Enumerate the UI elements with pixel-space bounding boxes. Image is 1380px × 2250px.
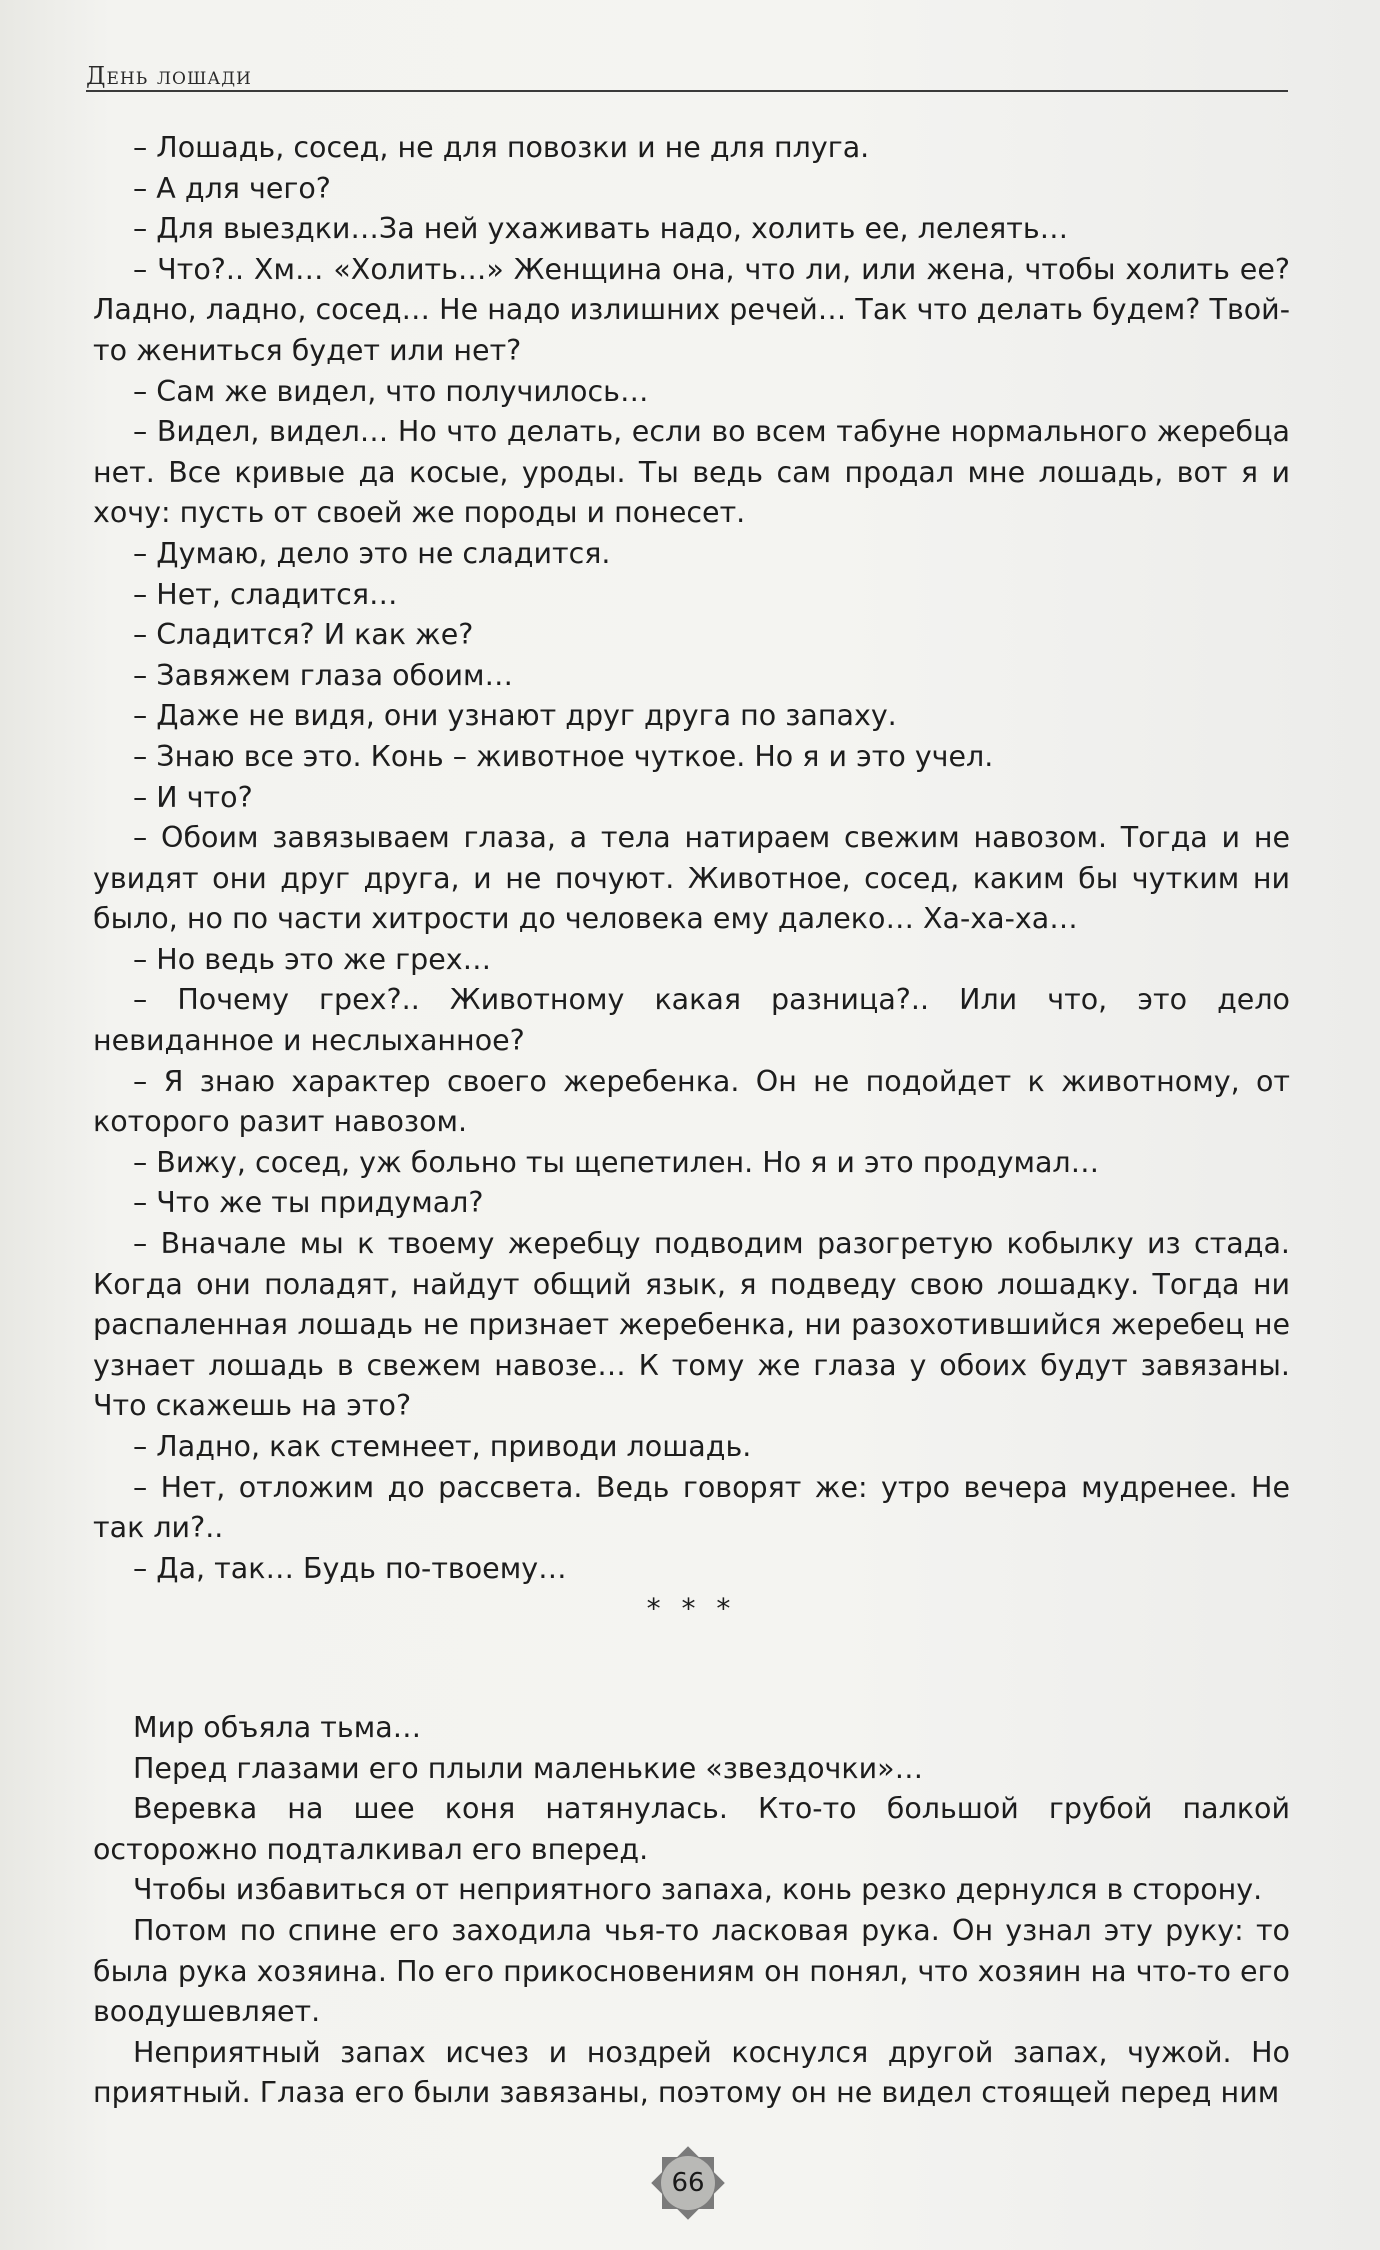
paragraph: – Что?.. Хм… «Холить…» Женщина она, что ли, или жена, чтобы холить ее? Ладно, ладно, сосед… Не надо излишних речей… Так что делать будем? Твой-то жениться будет или нет? (93, 252, 1290, 367)
paragraph: Мир объяла тьма… (133, 1711, 422, 1744)
page-number: 66 (671, 2168, 705, 2198)
paragraph: – И что? (133, 780, 253, 814)
paragraph: – Да, так… Будь по-твоему… (133, 1551, 567, 1585)
header-rule (86, 90, 1288, 92)
paragraph: – Даже не видя, они узнают друг друга по запаху. (133, 699, 897, 733)
paragraph: – Вижу, сосед, уж больно ты щепетилен. Но я и это продумал… (133, 1145, 1100, 1179)
section-divider: * * * (646, 1592, 737, 1626)
paragraph: – Нет, отложим до рассвета. Ведь говорят же: утро вечера мудренее. Не так ли?.. (93, 1470, 1290, 1545)
dialogue-block (93, 128, 1290, 1630)
paragraph: – Нет, сладится… (133, 577, 398, 611)
paragraph: – Видел, видел… Но что делать, если во всем табуне нормального жеребца нет. Все кривые да косые, уроды. Ты ведь сам продал мне лошадь, вот я и хочу: пусть от своей же породы и понесет. (93, 415, 1290, 530)
paragraph: – Что же ты придумал? (133, 1186, 484, 1220)
paragraph: – Знаю все это. Конь – животное чуткое. Но я и это учел. (133, 739, 994, 773)
paragraph: – Почему грех?.. Животному какая разница?.. Или что, это дело невиданное и неслыханное? (93, 983, 1290, 1058)
paragraph: – А для чего? (133, 171, 331, 205)
paragraph: – Обоим завязываем глаза, а тела натираем свежим навозом. Тогда и не увидят они друг друга, и не почуют. Животное, сосед, каким бы чутким ни было, но по части хитрости до человека ему далеко… Ха-ха-ха… (93, 821, 1290, 936)
paragraph: – Я знаю характер своего жеребенка. Он не подойдет к животному, от которого разит навозом. (93, 1064, 1290, 1139)
paragraph: – Лошадь, сосед, не для повозки и не для плуга. (133, 131, 870, 164)
narrative-block (93, 1708, 1290, 2114)
paragraph: Перед глазами его плыли маленькие «звездочки»… (133, 1751, 924, 1785)
paragraph: Неприятный запах исчез и ноздрей коснулся другой запах, чужой. Но приятный. Глаза его были завязаны, поэтому он не видел стоящей перед ним (93, 2035, 1290, 2110)
paragraph: – Сам же видел, что получилось… (133, 374, 649, 408)
paragraph: – Завяжем глаза обоим… (133, 658, 514, 692)
paragraph: – Думаю, дело это не сладится. (133, 536, 611, 570)
running-header: День лошади (86, 62, 252, 90)
paragraph: – Вначале мы к твоему жеребцу подводим разогретую кобылку из стада. Когда они поладят, найдут общий язык, я подведу свою лошадку. Тогда ни распаленная лошадь не признает жеребенка, ни разохотившийся жеребец не узнает лошадь в свежем навозе… К тому же глаза у обоих будут завязаны. Что скажешь на это? (93, 1227, 1290, 1423)
paragraph: Чтобы избавиться от неприятного запаха, конь резко дернулся в сторону. (133, 1873, 1263, 1907)
paragraph: Потом по спине его заходила чья-то ласковая рука. Он узнал эту руку: то была рука хозяина. По его прикосновениям он понял, что хозяин на что-то его воодушевляет. (93, 1913, 1290, 2029)
paragraph: – Ладно, как стемнеет, приводи лошадь. (133, 1430, 752, 1463)
paragraph: Веревка на шее коня натянулась. Кто-то большой грубой палкой осторожно подталкивал его вперед. (93, 1792, 1290, 1866)
paragraph: – Для выездки…За ней ухаживать надо, холить ее, лелеять… (133, 212, 1069, 246)
paragraph: – Сладится? И как же? (133, 618, 474, 652)
paragraph: – Но ведь это же грех… (133, 942, 492, 976)
page-number-badge (648, 2143, 728, 2223)
